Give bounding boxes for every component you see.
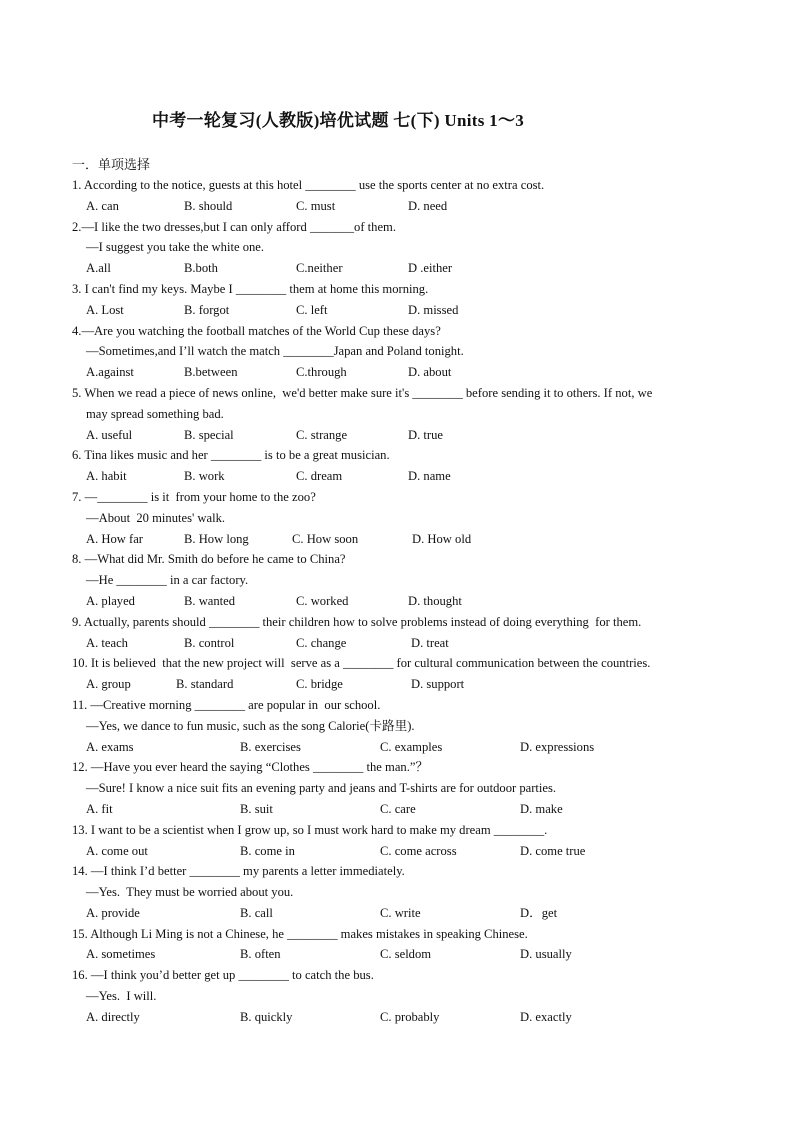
question-stem: 8. —What did Mr. Smith do before he came to China?	[72, 552, 346, 567]
answer-option: C. care	[380, 801, 416, 816]
answer-option: C.neither	[296, 261, 343, 276]
answer-options	[72, 529, 732, 550]
answer-option: A. Lost	[86, 302, 124, 317]
answer-option: D. treat	[411, 635, 449, 650]
question-line: —Yes, we dance to fun music, such as the song Calorie(卡路里).	[86, 718, 415, 733]
answer-option: D. How old	[412, 531, 472, 546]
answer-option: B. How long	[184, 531, 249, 546]
answer-options	[72, 591, 732, 612]
answer-option: A. sometimes	[86, 947, 156, 962]
answer-option: B. wanted	[184, 593, 236, 608]
question-line: —Yes. They must be worried about you.	[86, 885, 294, 900]
answer-options	[72, 799, 732, 820]
answer-option: D. expressions	[520, 739, 595, 754]
answer-option: C. probably	[380, 1009, 440, 1024]
question-line: —Sometimes,and I’ll watch the match ________Japan and Poland tonight.	[86, 344, 464, 359]
answer-options	[72, 903, 732, 924]
answer-option: A. group	[86, 677, 131, 692]
answer-option: B. suit	[240, 801, 273, 816]
answer-options	[72, 466, 732, 487]
answer-option: D. usually	[520, 947, 572, 962]
question-item	[72, 612, 732, 654]
answer-option: B. should	[184, 198, 233, 213]
answer-option: A. useful	[86, 427, 133, 442]
answer-option: C. dream	[296, 469, 343, 484]
answer-option: B. work	[184, 469, 225, 484]
question-item	[72, 820, 732, 862]
answer-option: D .either	[408, 261, 453, 276]
answer-option: C. left	[296, 302, 328, 317]
answer-options	[72, 944, 732, 965]
answer-option: D. come true	[520, 843, 586, 858]
question-line: may spread something bad.	[86, 406, 224, 421]
question-stem: 9. Actually, parents should ________ their children how to solve problems instead of doing everything for them.	[72, 614, 642, 629]
answer-option: C. examples	[380, 739, 443, 754]
answer-option: B. exercises	[240, 739, 301, 754]
question-item	[72, 549, 732, 611]
answer-option: A. teach	[86, 635, 128, 650]
answer-option: C. How soon	[292, 531, 359, 546]
question-stem: 6. Tina likes music and her ________ is to be a great musician.	[72, 448, 390, 463]
question-item	[72, 965, 732, 1027]
section-heading: 一．单项选择	[72, 157, 151, 172]
question-line: —He ________ in a car factory.	[86, 573, 249, 588]
answer-option: B. special	[184, 427, 234, 442]
question-stem: 13. I want to be a scientist when I grow up, so I must work hard to make my dream ________.	[72, 822, 548, 837]
question-list	[72, 175, 732, 1028]
question-item	[72, 383, 732, 445]
question-stem: 2.—I like the two dresses,but I can only afford _______of them.	[72, 219, 396, 234]
question-item	[72, 321, 732, 383]
answer-option: D. need	[408, 198, 448, 213]
question-item	[72, 217, 732, 279]
question-line: —About 20 minutes' walk.	[86, 510, 226, 525]
answer-option: A.against	[86, 365, 134, 380]
question-stem: 4.—Are you watching the football matches of the World Cup these days?	[72, 323, 441, 338]
answer-option: C. bridge	[296, 677, 343, 692]
question-item	[72, 175, 732, 217]
question-line: —Sure! I know a nice suit fits an evening party and jeans and T-shirts are for outdoor parties.	[86, 781, 557, 796]
answer-options	[72, 674, 732, 695]
answer-option: B. quickly	[240, 1009, 293, 1024]
answer-option: C. change	[296, 635, 347, 650]
answer-option: D. thought	[408, 593, 462, 608]
answer-option: D. true	[408, 427, 443, 442]
answer-options	[72, 300, 732, 321]
answer-option: A. fit	[86, 801, 113, 816]
answer-options	[72, 425, 732, 446]
question-line: —I suggest you take the white one.	[86, 240, 265, 255]
answer-option: B. standard	[176, 677, 234, 692]
question-item	[72, 695, 732, 757]
question-stem: 16. —I think you’d better get up ________ to catch the bus.	[72, 968, 374, 983]
answer-option: A. exams	[86, 739, 134, 754]
answer-option: D. make	[520, 801, 563, 816]
answer-option: D．get	[520, 905, 558, 920]
question-stem: 7. —________ is it from your home to the zoo?	[72, 489, 316, 504]
answer-option: A. habit	[86, 469, 127, 484]
answer-options	[72, 1007, 732, 1028]
answer-options	[72, 737, 732, 758]
answer-option: C.through	[296, 365, 347, 380]
answer-option: C. must	[296, 198, 336, 213]
question-item	[72, 445, 732, 487]
answer-options	[72, 633, 732, 654]
question-item	[72, 487, 732, 549]
answer-options	[72, 196, 732, 217]
question-item	[72, 924, 732, 966]
answer-option: A. provide	[86, 905, 140, 920]
answer-option: D. missed	[408, 302, 459, 317]
question-stem: 5. When we read a piece of news online, we'd better make sure it's ________ before sending it to others. If not, we	[72, 385, 653, 400]
question-item	[72, 653, 732, 695]
question-stem: 10. It is believed that the new project will serve as a ________ for cultural communication between the countries.	[72, 656, 651, 671]
answer-option: D. name	[408, 469, 451, 484]
answer-option: A.all	[86, 261, 111, 276]
answer-options	[72, 258, 732, 279]
answer-options	[72, 841, 732, 862]
answer-option: B. forgot	[184, 302, 230, 317]
answer-options	[72, 362, 732, 383]
question-stem: 1. According to the notice, guests at this hotel ________ use the sports center at no extra cost.	[72, 178, 545, 192]
question-item	[72, 861, 732, 923]
answer-option: B.between	[184, 365, 238, 380]
question-stem: 3. I can't find my keys. Maybe I ________ them at home this morning.	[72, 281, 429, 296]
question-stem: 15. Although Li Ming is not a Chinese, he ________ makes mistakes in speaking Chinese.	[72, 926, 528, 941]
answer-option: B. call	[240, 905, 273, 920]
answer-option: A. played	[86, 593, 135, 608]
answer-option: A. come out	[86, 843, 148, 858]
answer-option: B.both	[184, 261, 218, 276]
question-stem: 11. —Creative morning ________ are popular in our school.	[72, 697, 381, 712]
answer-option: B. control	[184, 635, 235, 650]
answer-option: C. seldom	[380, 947, 432, 962]
question-line: —Yes. I will.	[86, 989, 157, 1004]
answer-option: C. come across	[380, 843, 457, 858]
question-stem: 14. —I think I’d better ________ my parents a letter immediately.	[72, 864, 405, 879]
answer-option: B. often	[240, 947, 281, 962]
question-stem: 12. —Have you ever heard the saying “Clothes ________ the man.”？	[72, 760, 429, 775]
answer-option: C. worked	[296, 593, 349, 608]
question-item	[72, 279, 732, 321]
answer-option: B. come in	[240, 843, 295, 858]
answer-option: A. How far	[86, 531, 144, 546]
answer-option: C. strange	[296, 427, 348, 442]
page-title: 中考一轮复习(人教版)培优试题 七(下) Units 1～3	[151, 111, 525, 130]
answer-option: D. support	[411, 677, 465, 692]
answer-option: D. exactly	[520, 1009, 572, 1024]
question-item	[72, 757, 732, 819]
answer-option: A. can	[86, 198, 119, 213]
answer-option: A. directly	[86, 1009, 140, 1024]
answer-option: D. about	[408, 365, 452, 380]
answer-option: C. write	[380, 905, 421, 920]
